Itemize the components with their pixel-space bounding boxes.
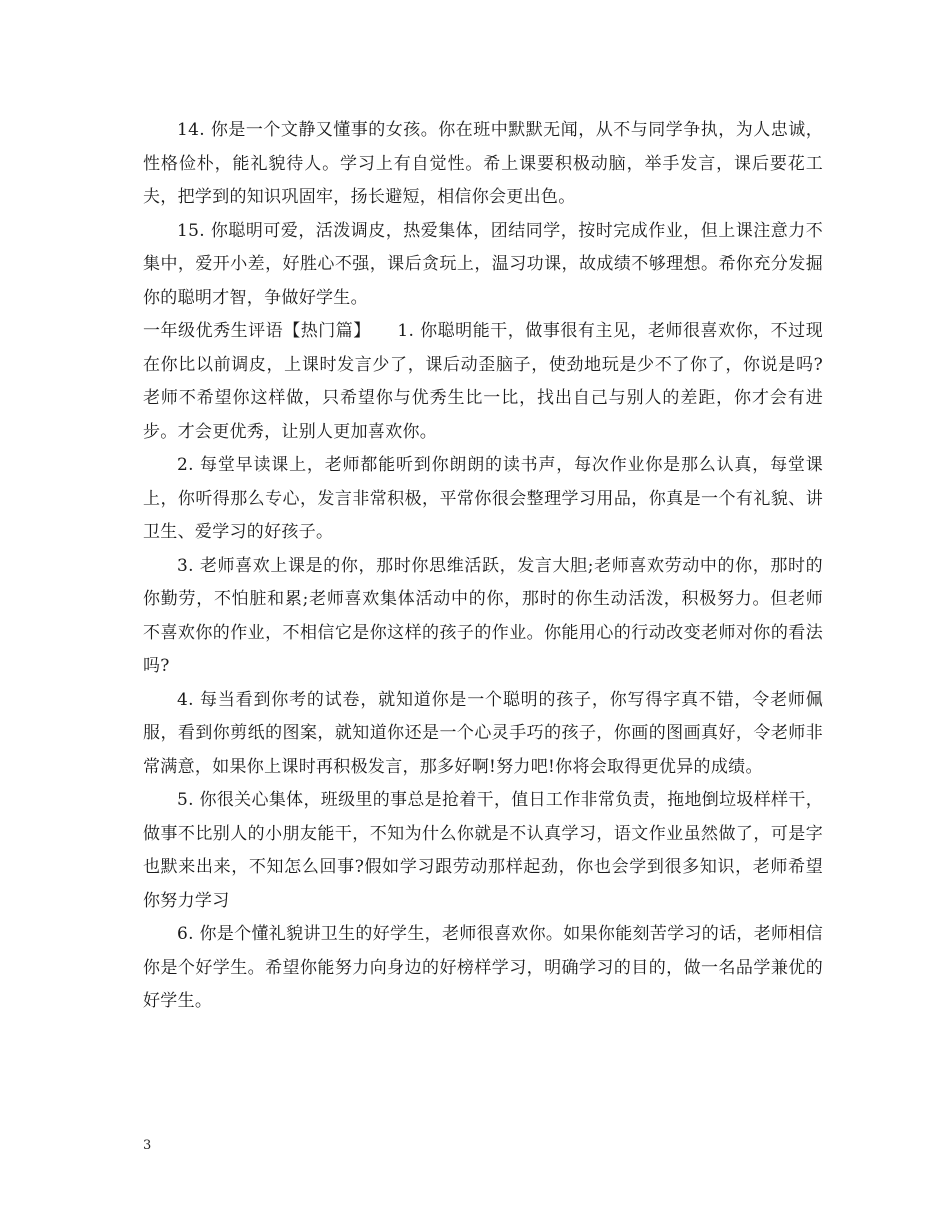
paragraph-15: 15. 你聪明可爱，活泼调皮，热爱集体，团结同学，按时完成作业，但上课注意力不集中，爱开小差，好胜心不强，课后贪玩上，温习功课，故成绩不够理想。希你充分发掘你的聪明才智，争做好学生。	[143, 220, 823, 308]
paragraph-6: 6. 你是个懂礼貌讲卫生的好学生，老师很喜欢你。如果你能刻苦学习的话，老师相信你是个好学生。希望你能努力向身边的好榜样学习，明确学习的目的，做一名品学兼优的好学生。	[143, 924, 823, 1011]
paragraph-4: 4. 每当看到你考的试卷，就知道你是一个聪明的孩子，你写得字真不错，令老师佩服，看到你剪纸的图案，就知道你还是一个心灵手巧的孩子，你画的图画真好，令老师非常满意，如果你上课时再积极发言，那多好啊!努力吧!你将会取得更优异的成绩。	[143, 689, 823, 777]
section-heading-paragraph-1: 一年级优秀生评语【热门篇】 1. 你聪明能干，做事很有主见，老师很喜欢你，不过现在你比以前调皮，上课时发言少了，课后动歪脑子，使劲地玩是少不了你了，你说是吗?老师不希望你这样做，只希望你与优秀生比一比，找出自己与别人的差距，你才会有进步。才会更优秀，让别人更加喜欢你。	[143, 321, 823, 442]
paragraph-5: 5. 你很关心集体，班级里的事总是抢着干，值日工作非常负责，拖地倒垃圾样样干，做事不比别人的小朋友能干，不知为什么你就是不认真学习，语文作业虽然做了，可是字也默来出来，不知怎么回事?假如学习跟劳动那样起劲，你也会学到很多知识，老师希望你努力学习	[143, 790, 823, 911]
page-number: 3	[143, 1138, 152, 1153]
paragraph-2: 2. 每堂早读课上，老师都能听到你朗朗的读书声，每次作业你是那么认真，每堂课上，你听得那么专心，发言非常积极，平常你很会整理学习用品，你真是一个有礼貌、讲卫生、爱学习的好孩子。	[143, 455, 823, 542]
paragraph-14: 14. 你是一个文静又懂事的女孩。你在班中默默无闻，从不与同学争执，为人忠诚，性格俭朴，能礼貌待人。学习上有自觉性。希上课要积极动脑，举手发言，课后要花工夫，把学到的知识巩固牢，扬长避短，相信你会更出色。	[143, 120, 823, 207]
paragraph-3: 3. 老师喜欢上课是的你，那时你思维活跃，发言大胆;老师喜欢劳动中的你，那时的你勤劳，不怕脏和累;老师喜欢集体活动中的你，那时的你生动活泼，积极努力。但老师不喜欢你的作业，不相信它是你这样的孩子的作业。你能用心的行动改变老师对你的看法吗?	[143, 555, 823, 676]
document-body	[143, 114, 823, 1019]
